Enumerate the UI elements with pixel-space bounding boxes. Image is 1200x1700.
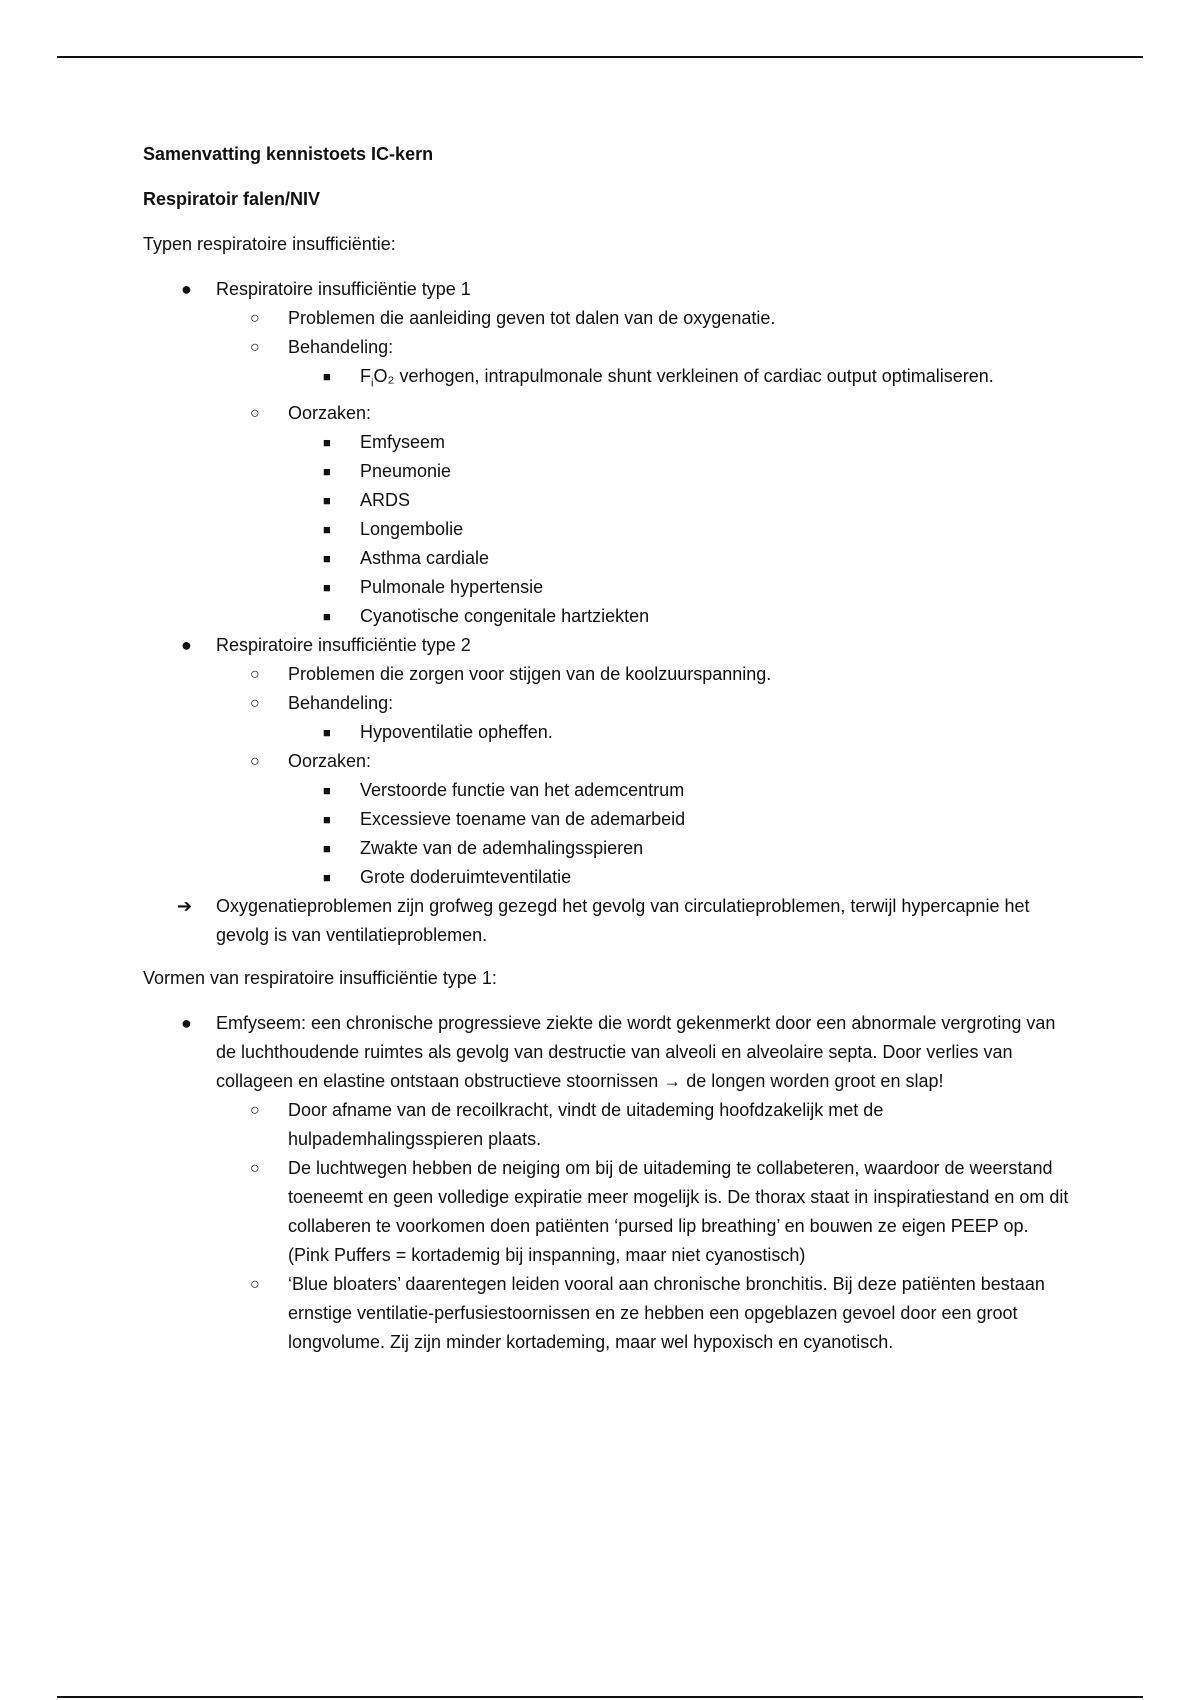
- list-item: ○ Problemen die aanleiding geven tot dalen van de oxygenatie.: [143, 304, 1073, 333]
- square-bullet-icon: ■: [323, 608, 331, 624]
- square-bullet-icon: ■: [323, 811, 331, 827]
- list-item: ○ Door afname van de recoilkracht, vindt de uitademing hoofdzakelijk met de hulpademhalingsspieren plaats.: [143, 1096, 1073, 1154]
- square-bullet-icon: ■: [323, 579, 331, 595]
- square-bullet-icon: ■: [323, 869, 331, 885]
- circle-bullet-icon: ○: [250, 694, 260, 712]
- list-item-emphysema: ● Emfyseem: een chronische progressieve ziekte die wordt gekenmerkt door een abnormale vergroting van de luchthoudende ruimtes als gevolg van destructie van alveoli en alveolaire septa. Door verlies van collageen en elastine ontstaan obstructieve stoornissen → de longen worden groot en slap!: [143, 1009, 1073, 1096]
- list-item: ■ $F_iO_2$ verhogen, intrapulmonale shunt verkleinen of cardiac output optimaliseren.: [143, 362, 1073, 399]
- list-item: ■ Pulmonale hypertensie: [143, 573, 1073, 602]
- square-bullet-icon: ■: [323, 434, 331, 450]
- types-list: [143, 275, 1073, 950]
- circle-bullet-icon: ○: [250, 752, 260, 770]
- circle-bullet-icon: ○: [250, 665, 260, 683]
- list-item: ■ Hypoventilatie opheffen.: [143, 718, 1073, 747]
- list-item: ■ Grote doderuimteventilatie: [143, 863, 1073, 892]
- list-item: ■ Verstoorde functie van het ademcentrum: [143, 776, 1073, 805]
- header-rule: [57, 56, 1143, 58]
- forms-heading: Vormen van respiratoire insufficiëntie type 1:: [143, 967, 497, 988]
- list-item-type1: ● Respiratoire insufficiëntie type 1: [143, 275, 1073, 304]
- document-body: [143, 140, 1073, 1357]
- list-item: ○ Behandeling:: [143, 333, 1073, 362]
- list-item: ■ Longembolie: [143, 515, 1073, 544]
- square-bullet-icon: ■: [323, 521, 331, 537]
- square-bullet-icon: ■: [323, 724, 331, 740]
- square-bullet-icon: ■: [323, 782, 331, 798]
- list-item: ■ Emfyseem: [143, 428, 1073, 457]
- circle-bullet-icon: ○: [250, 339, 260, 356]
- circle-bullet-icon: ○: [250, 1275, 260, 1293]
- square-bullet-icon: ■: [323, 492, 331, 508]
- list-item: ○ Oorzaken:: [143, 399, 1073, 428]
- list-item: ○ ‘Blue bloaters’ daarentegen leiden vooral aan chronische bronchitis. Bij deze patiënten bestaan ernstige ventilatie-perfusiestoornissen en ze hebben een opgeblazen gevoel door een groot longvolume. Zij zijn minder kortademing, maar wel hypoxisch en cyanotisch.: [143, 1270, 1073, 1357]
- section-heading: Respiratoir falen/NIV: [143, 189, 321, 209]
- list-item: ■ ARDS: [143, 486, 1073, 515]
- square-bullet-icon: ■: [323, 369, 331, 384]
- bullet-icon: ●: [181, 634, 192, 655]
- circle-bullet-icon: ○: [250, 310, 260, 327]
- arrow-right-icon: ➔: [177, 895, 193, 916]
- square-bullet-icon: ■: [323, 463, 331, 479]
- list-item-type2: ● Respiratoire insufficiëntie type 2: [143, 631, 1073, 660]
- bullet-icon: ●: [181, 1012, 192, 1033]
- list-item: ○ Behandeling:: [143, 689, 1073, 718]
- square-bullet-icon: ■: [323, 550, 331, 566]
- forms-list: [143, 1009, 1073, 1357]
- circle-bullet-icon: ○: [250, 404, 260, 422]
- list-item: ○ Oorzaken:: [143, 747, 1073, 776]
- list-item: ■ Asthma cardiale: [143, 544, 1073, 573]
- list-item: ■ Excessieve toename van de ademarbeid: [143, 805, 1073, 834]
- footer-rule: [57, 1696, 1143, 1698]
- list-item: ■ Pneumonie: [143, 457, 1073, 486]
- document-title: Samenvatting kennistoets IC-kern: [143, 144, 434, 164]
- list-item: ■ Cyanotische congenitale hartziekten: [143, 602, 1073, 631]
- list-item: ■ Zwakte van de ademhalingsspieren: [143, 834, 1073, 863]
- bullet-icon: ●: [181, 279, 192, 299]
- intro-text: Typen respiratoire insufficiëntie:: [143, 234, 396, 254]
- list-item: ○ De luchtwegen hebben de neiging om bij de uitademing te collabeteren, waardoor de weerstand toeneemt en geen volledige expiratie meer mogelijk is. De thorax staat in inspiratiestand en om dit collaberen te voorkomen doen patiënten ‘pursed lip breathing’ en bouwen ze eigen PEEP op. (Pink Puffers = kortademig bij inspanning, maar niet cyanostisch): [143, 1154, 1073, 1270]
- square-bullet-icon: ■: [323, 840, 331, 856]
- circle-bullet-icon: ○: [250, 1101, 260, 1119]
- list-item: ○ Problemen die zorgen voor stijgen van de koolzuurspanning.: [143, 660, 1073, 689]
- circle-bullet-icon: ○: [250, 1159, 260, 1177]
- conclusion-item: ➔ Oxygenatieproblemen zijn grofweg gezegd het gevolg van circulatieproblemen, terwijl hypercapnie het gevolg is van ventilatieproblemen.: [143, 892, 1073, 950]
